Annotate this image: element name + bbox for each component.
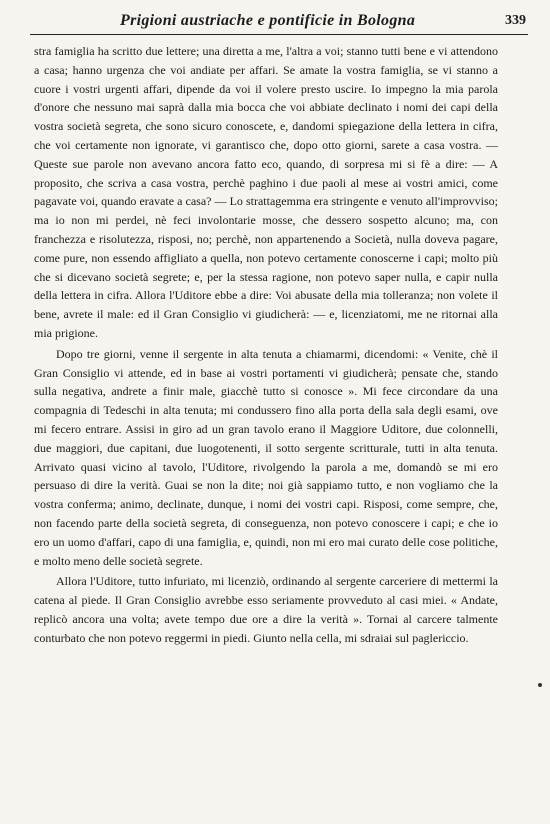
margin-dot	[538, 683, 542, 687]
paragraph-2: Dopo tre giorni, venne il sergente in alta tenuta a chiamarmi, dicendomi: « Venite, chè il Gran Consiglio vi attende, ed in base ai vostri portamenti vi giudicherà; pensate che, stando sulla negativa, andrete a finir male, giacchè tutto si conosce ». Mi fece circondare da una compagnia di Tedeschi in alta tenuta; mi condussero fino alla porta della sala degli esami, ove mi fecero entrare. Assisi in giro ad un gran tavolo erano il Maggiore Uditore, due colonnelli, due maggiori, due capitani, due luogotenenti, il sotto sergente scritturale, tutti in alta tenuta. Arrivato quasi vicino al tavolo, l'Uditore, rivolgendo la parola a me, domandò se mi ero persuaso di dire la verità. Guai se non la dite; noi già sappiamo tutto, e non vogliamo che la vostra conferma; animo, declinate, dunque, i nomi dei vostri capi. Risposi, come sempre, che, non facendo parte della società segreta, di conseguenza, non potevo conoscere i capi; e che io ero un uomo d'affari, capo di una famiglia, e, quindi, non mi ero mai curato delle cose politiche, e molto meno delle società segrete.	[34, 346, 498, 568]
page-number: 339	[505, 13, 526, 28]
page-header	[30, 8, 528, 35]
page-body	[34, 42, 498, 648]
paragraph-3: Allora l'Uditore, tutto infuriato, mi licenziò, ordinando al sergente carceriere di mettermi la catena al piede. Il Gran Consiglio avrebbe esso seriamente provveduto al casi miei. « Andate, replicò ancora una volta; avete tempo due ore a dire la verità ». Tornai al carcere talmente conturbato che non potevo reggermi in piedi. Giunto nella cella, mi sdraiai sul paglericcio.	[34, 574, 498, 645]
paragraph-1: stra famiglia ha scritto due lettere; una diretta a me, l'altra a voi; stanno tutti bene e vi attendono a casa; hanno urgenza che voi andiate per affari. Se amate la vostra famiglia, se vi stanno a cuore i vostri urgenti affari, dipende da voi il volere presto uscire. Io impegno la mia parola d'onore che nessuno mai saprà dalla mia bocca che voi abbiate declinato i nomi dei capi della vostra società segreta, che sono sicuro conoscete, e, dandomi spiegazione della lettera in cifra, che voi certamente non ignorate, vi garantisco che, dopo otto giorni, sarete a casa vostra. — Queste sue parole non avevano ancora fatto eco, quando, di sorpresa mi si fè a dire: — A proposito, che scriva a casa vostra, perchè paghino i due paoli al mese ai vostri amici, come pagavate voi, quando eravate a casa? — Lo strattagemma era stringente e venuto all'improvviso; ma io non mi perdei, nè feci involontarie mosse, che dessero sospetto alcuno; ma, con franchezza e risolutezza, risposi, no; perchè, non appartenendo a Società, nulla doveva pagare, come pure, non essendo affigliato a quella, non potevo certamente conoscerne i capi; molto più che si dicevano società segrete; e, per la stessa ragione, non potevo saper nulla, e capir nulla della lettera in cifra. Allora l'Uditore ebbe a dire: Voi abusate della mia tolleranza; non volete il bene, avrete il male: ed il Gran Consiglio vi giudicherà: — e, licenziatomi, me ne ritornai alla mia prigione.	[34, 44, 498, 340]
running-title: Prigioni austriache e pontificie in Bologna	[120, 12, 416, 29]
